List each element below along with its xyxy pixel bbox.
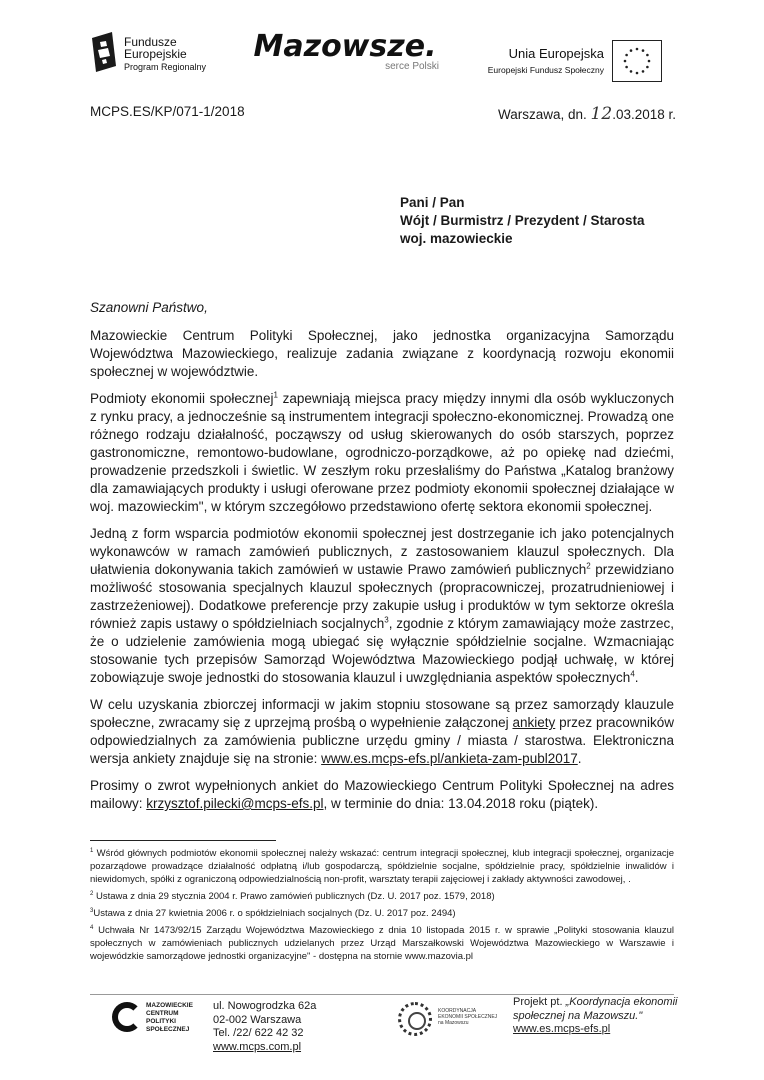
p4-part-a: W celu uzyskania zbiorczej informacji w jakim stopniu stosowane są przez samorządy klauzule społeczne, zwracamy się z uprzejmą prośbą o wypełnienie załączonej [90, 697, 674, 730]
letter-body [90, 327, 674, 822]
footnote-3 [90, 907, 674, 920]
footnote-ref-3: 3 [384, 615, 389, 625]
mcps-l3: POLITYKI [146, 1018, 176, 1025]
mcps-logo-icon [112, 1002, 142, 1032]
mcps-l2: CENTRUM [146, 1010, 179, 1017]
koe-l2: EKONOMII SPOŁECZNEJ [438, 1014, 498, 1020]
footnote-3-text: Ustawa z dnia 27 kwietnia 2006 r. o spółdzielniach socjalnych (Dz. U. 2017 poz. 2494) [93, 908, 456, 919]
proj-title-1: „Koordynacja ekonomii [565, 996, 678, 1008]
footnote-1-text: Wśród głównych podmiotów ekonomii społecznej należy wskazać: centrum integracji społecznej, klub integracji społecznej, organizacje pozarządowe prowadzące działalność odpłatną i/lub gospodarczą, spółdzielnie socjalne, spółdzielnie pracy, spółdzielnie inwalidów i niewidomych, spółki z ograniczoną odpowiedzialnością non-profit, warsztaty terapii zajęciowej i zakłady aktywności zawodowej, . [90, 848, 674, 885]
reference-number: MCPS.ES/KP/071-1/2018 [90, 104, 245, 119]
gear-icon [398, 1002, 432, 1036]
footnote-ref-4: 4 [630, 669, 635, 679]
mazowsze-tagline: serce Polski [385, 61, 439, 72]
ankiety-link[interactable]: ankiety [512, 715, 556, 730]
date-prefix: Warszawa, dn. [498, 107, 587, 122]
fe-line3: Program Regionalny [124, 62, 207, 72]
footnote-ref-1: 1 [273, 390, 278, 400]
fundusze-europejskie-logo-text [124, 36, 206, 73]
p4-part-b: przez pracowników odpowiedzialnych za zamówienia publiczne urzędu gminy / miasta / starostwa. Elektroniczna wersja ankiety znajduje się na stronie: [90, 715, 674, 766]
footnote-4 [90, 924, 674, 963]
ue-sub: Europejski Fundusz Społeczny [487, 65, 604, 75]
footer-tel: Tel. /22/ 622 42 32 [213, 1027, 304, 1039]
koe-l1: KOORDYNACJA [438, 1008, 477, 1014]
mcps-logo-text [146, 1002, 208, 1034]
recipient-line2: Wójt / Burmistrz / Prezydent / Starosta [400, 213, 645, 228]
greeting: Szanowni Państwo, [90, 300, 208, 315]
letter-date [498, 104, 676, 124]
eu-flag-icon [612, 40, 662, 82]
koordynacja-ekonomii-logo [398, 1000, 508, 1040]
footer-web-link[interactable]: www.mcps.com.pl [213, 1040, 302, 1053]
footnote-1-number: 1 [90, 847, 94, 854]
paragraph-3 [90, 525, 674, 687]
footnote-2-number: 2 [90, 890, 94, 897]
recipient-line3: woj. mazowieckie [400, 231, 513, 246]
proj-web-link[interactable]: www.es.mcps-efs.pl [513, 1023, 611, 1035]
paragraph-1: Mazowieckie Centrum Polityki Społecznej, jako jednostka organizacyjna Samorządu Województwa Mazowieckiego, realizuje zadania związane z koordynacją rozwoju ekonomii społecznej w województwie. [90, 328, 674, 379]
survey-url-link[interactable]: www.es.mcps-efs.pl/ankieta-zam-publ2017 [321, 751, 578, 766]
footer-street: ul. Nowogrodzka 62a [213, 1000, 317, 1012]
footer-contact [213, 1000, 316, 1054]
footnote-ref-2: 2 [586, 561, 591, 571]
recipient-line1: Pani / Pan [400, 195, 465, 210]
footnote-2-text: Ustawa z dnia 29 stycznia 2004 r. Prawo zamówień publicznych (Dz. U. 2017 poz. 1579, 2018) [93, 891, 495, 902]
footnote-1 [90, 847, 674, 886]
ue-title: Unia Europejska [508, 46, 604, 61]
recipient-block [400, 194, 645, 248]
p3-part-a: Jedną z form wsparcia podmiotów ekonomii społecznej jest dostrzeganie ich jako potencjalnych wykonawców w ramach zamówień publicznych, z zastosowaniem klauzul społecznych. Dla ułatwienia dokonywania takich zamówień w ustawie Prawo zamówień publicznych [90, 526, 674, 577]
fe-line1: Fundusze [124, 35, 177, 49]
footnote-4-number: 4 [90, 924, 94, 931]
mcps-l4: SPOŁECZNEJ [146, 1026, 190, 1033]
p4-part-c: . [577, 751, 582, 766]
footnotes [90, 847, 674, 967]
footer-divider [90, 994, 674, 995]
mazowsze-logo [245, 30, 445, 72]
footnote-2 [90, 890, 674, 903]
p3-part-b: przewidziano możliwość stosowania specjalnych klauzul społecznych (propracowniczej, prozatrudnieniowej i zastrzeżeniowej). Dodatkowe preferencje przy zakupie usług i produktów w tym sektorze określa również zapis ustawy o spółdzielniach socjalnych [90, 562, 674, 631]
p5-part-a: Prosimy o zwrot wypełnionych ankiet do Mazowieckiego Centrum Polityki Społecznej na adres mailowy: [90, 778, 674, 811]
p5-part-b: , w terminie do dnia: 13.04.2018 roku (piątek). [323, 796, 599, 811]
paragraph-2 [90, 390, 674, 516]
fundusze-europejskie-flag-icon [90, 32, 118, 72]
p2-part-a: Podmioty ekonomii społecznej [90, 391, 274, 406]
project-info [513, 996, 677, 1037]
paragraph-4 [90, 696, 674, 768]
p2-part-b: zapewniają miejsca pracy między innymi dla osób wykluczonych z rynku pracy, a jednocześnie są instrumentem integracji społeczno-ekonomicznej. Prowadzą one różnego rodzaju działalność, począwszy od usług skierowanych do osób starszych, poprzez gastronomiczne, remontowo-budowlane, ogrodniczo-porządkowe, aż po opiekę nad dziećmi, prowadzenie przedszkoli i świetlic. W zeszłym roku przesłaliśmy do Państwa „Katalog branżowy dla zamawiających produkty i usługi oferowane przez podmioty ekonomii społecznej działające w woj. mazowieckim", w którym szczegółowo przedstawiono ofertę sektora ekonomii społecznej. [90, 391, 674, 514]
paragraph-5 [90, 777, 674, 813]
mcps-logo [112, 1000, 207, 1042]
mcps-l1: MAZOWIECKIE [146, 1002, 193, 1009]
proj-prefix: Projekt pt. [513, 996, 566, 1008]
fe-line2: Europejskie [124, 47, 187, 61]
p3-part-c: , zgodnie z którym zamawiający może zastrzec, że o udzielenie zamówienia mogą ubiegać się wyłącznie spółdzielnie socjalne. Wzmacniając stosowanie tych przepisów Samorząd Województwa Mazowieckiego podjął uchwałę, w której zobowiązuje swoje jednostki do stosowania klauzul i uwzględniania aspektów społecznych [90, 616, 674, 685]
footnote-3-number: 3 [90, 907, 94, 914]
koe-logo-text [438, 1008, 497, 1026]
date-day-handwritten: 12 [590, 104, 613, 124]
proj-title-2: społecznej na Mazowszu." [513, 1009, 643, 1022]
footnote-4-text: Uchwała Nr 1473/92/15 Zarządu Województwa Mazowieckiego z dnia 10 listopada 2015 r. w sprawie „Polityki stosowania klauzul społecznych w zamówieniach publicznych udzielanych przez Urząd Marszałkowski Województwa Mazowieckiego w Warszawie i wojewódzkie samorządowe jednostki organizacyjne" - dostępna na stornie www.mazovia.pl [90, 925, 674, 962]
footer-city: 02-002 Warszawa [213, 1013, 302, 1026]
date-suffix: .03.2018 r. [612, 107, 676, 122]
mazowsze-logo-text: Mazowsze. [253, 29, 437, 64]
p3-part-d: . [634, 670, 639, 685]
koe-l3: na Mazowszu [438, 1020, 469, 1026]
email-link[interactable]: krzysztof.pilecki@mcps-efs.pl [146, 796, 324, 811]
unia-europejska-logo-text [470, 46, 604, 75]
footnote-divider [90, 840, 276, 841]
